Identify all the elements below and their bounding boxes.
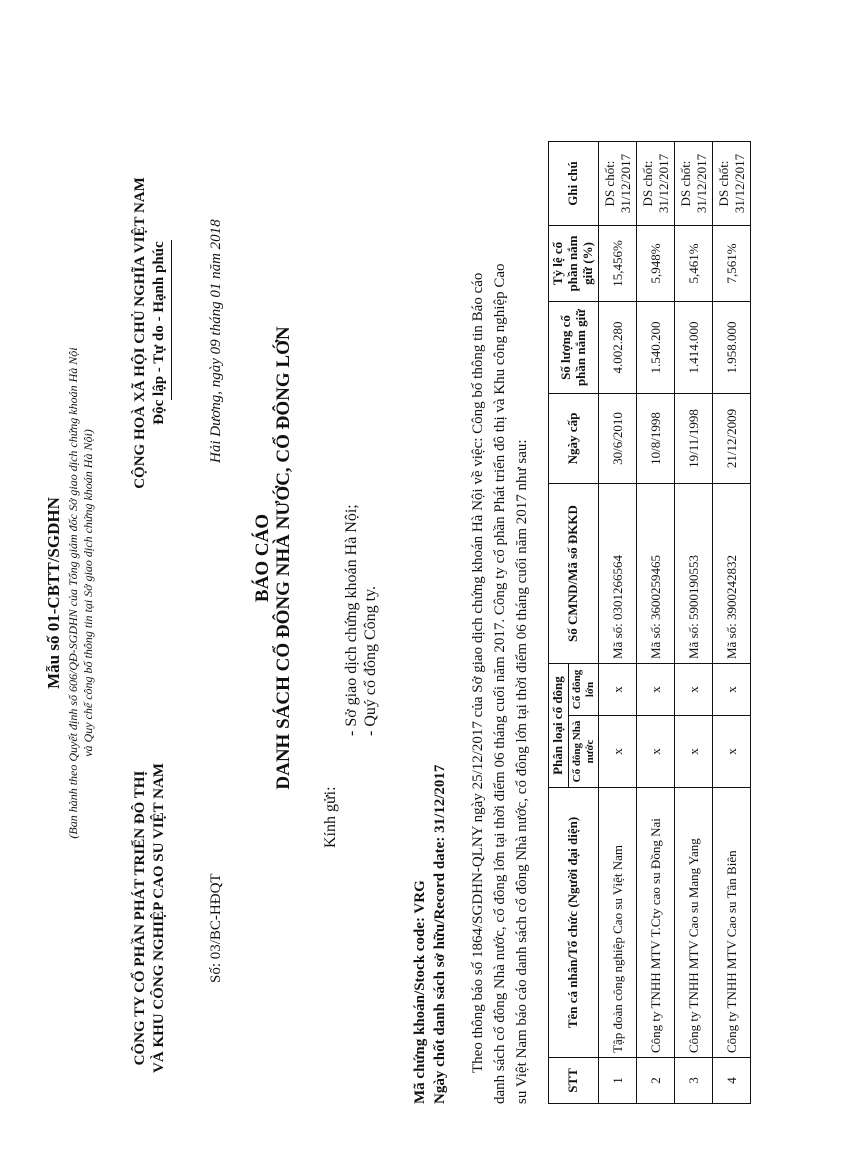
cell-note: DS chốt: 31/12/2017 [599, 142, 637, 226]
national-motto: Độc lập - Tự do - Hạnh phúc [151, 241, 167, 425]
cell-stt: 4 [713, 1058, 751, 1104]
cell-date: 19/11/1998 [675, 394, 713, 484]
cell-stt: 2 [637, 1058, 675, 1104]
cell-note: DS chốt: 31/12/2017 [675, 142, 713, 226]
cell-major-mark: x [675, 664, 713, 716]
cell-name: Công ty TNHH MTV T.Cty cao su Đồng Nai [637, 788, 675, 1058]
header-id: Số CMND/Mã số ĐKKD [549, 484, 599, 664]
form-title: Mẫu số 01-CBTT/SGDHN [44, 497, 63, 689]
cell-stt: 3 [675, 1058, 713, 1104]
cell-state-mark: x [675, 716, 713, 788]
shareholder-table [548, 141, 751, 1104]
company-name-line: VÀ KHU CÔNG NGHIỆP CAO SU VIỆT NAM [151, 763, 167, 1073]
stock-code: Mã chứng khoán/Stock code: VRG [412, 880, 428, 1104]
form-basis-line: và Quy chế công bố thông tin tại Sở giao dịch chứng khoán Hà Nội) [81, 429, 95, 757]
body-paragraph-line: Theo thông báo số 1864/SGDHN-QLNY ngày 25/12/2017 của Sở giao dịch chứng khoán Hà Nội về việc: Công bố thông tin Báo cáo [470, 272, 486, 1073]
cell-shares: 1.958.000 [713, 302, 751, 394]
cell-state-mark: x [713, 716, 751, 788]
cell-name: Tập đoàn công nghiệp Cao su Việt Nam [599, 788, 637, 1058]
cell-date: 30/6/2010 [599, 394, 637, 484]
cell-date: 10/8/1998 [637, 394, 675, 484]
cell-shares: 4.002.280 [599, 302, 637, 394]
cell-major-mark: x [713, 664, 751, 716]
header-state-shareholder: Cổ đông Nhà nước [568, 716, 598, 788]
header-note: Ghi chú [549, 142, 599, 226]
table-header-row [549, 142, 569, 1104]
cell-state-mark: x [599, 716, 637, 788]
cell-ratio: 5,948% [637, 226, 675, 302]
header-name: Tên cá nhân/Tổ chức (Người đại diện) [549, 788, 599, 1058]
body-paragraph-line: su Việt Nam báo cáo danh sách cổ đông Nhà nước, cổ đông lớn tại thời điểm 06 tháng cuối năm 2017 như sau: [514, 439, 530, 1104]
cell-note: DS chốt: 31/12/2017 [713, 142, 751, 226]
header-shareholder-type: Phân loại cổ đông [549, 664, 569, 788]
cell-state-mark: x [637, 716, 675, 788]
header-major-shareholder: Cổ đông lớn [568, 664, 598, 716]
cell-ratio: 7,561% [713, 226, 751, 302]
report-title: BÁO CÁO [252, 513, 273, 603]
cell-name: Công ty TNHH MTV Cao su Tân Biên [713, 788, 751, 1058]
record-date: Ngày chốt danh sách sở hữu/Record date: 31/12/2017 [432, 764, 448, 1104]
motto-underline [171, 240, 172, 400]
recipient-item: - Sở giao dịch chứng khoán Hà Nội; [343, 504, 360, 736]
header-shares: Số lượng cổ phần nắm giữ [549, 302, 599, 394]
table-row [675, 142, 713, 1104]
table-row [599, 142, 637, 1104]
document-number: Số: 03/BC-HĐQT [208, 873, 224, 983]
header-stt: STT [549, 1058, 599, 1104]
header-ratio: Tỷ lệ cổ phần nắm giữ (%) [549, 226, 599, 302]
place-date: Hải Dương, ngày 09 tháng 01 năm 2018 [208, 219, 224, 463]
table-row [713, 142, 751, 1104]
cell-ratio: 15,456% [599, 226, 637, 302]
body-paragraph-line: danh sách cổ đông Nhà nước, cổ đông lớn tại thời điểm 06 tháng cuối năm 2017. Công ty cổ phần Phát triển đô thị và Khu công nghiệp Cao [492, 263, 508, 1104]
header-date: Ngày cấp [549, 394, 599, 484]
form-basis-line: (Ban hành theo Quyết định số 606/QĐ-SGDHN của Tổng giám đốc Sở giao dịch chứng khoán Hà Nội [66, 347, 80, 839]
cell-major-mark: x [637, 664, 675, 716]
company-name-line: CÔNG TY CỔ PHẦN PHÁT TRIỂN ĐÔ THỊ [132, 770, 148, 1066]
cell-ratio: 5,461% [675, 226, 713, 302]
cell-date: 21/12/2009 [713, 394, 751, 484]
cell-id: Mã số: 5900190553 [675, 484, 713, 664]
cell-name: Công ty TNHH MTV Cao su Mang Yang [675, 788, 713, 1058]
cell-shares: 1.540.200 [637, 302, 675, 394]
cell-id: Mã số: 3600259465 [637, 484, 675, 664]
recipients-heading: Kính gửi: [322, 786, 339, 848]
report-subtitle: DANH SÁCH CỔ ĐÔNG NHÀ NƯỚC, CỔ ĐÔNG LỚN [273, 326, 294, 790]
cell-stt: 1 [599, 1058, 637, 1104]
cell-major-mark: x [599, 664, 637, 716]
cell-id: Mã số: 0301266564 [599, 484, 637, 664]
cell-shares: 1.414.000 [675, 302, 713, 394]
table-row [637, 142, 675, 1104]
national-title: CỘNG HOÀ XÃ HỘI CHỦ NGHĨA VIỆT NAM [132, 177, 148, 489]
cell-id: Mã số: 3900242832 [713, 484, 751, 664]
cell-note: DS chốt: 31/12/2017 [637, 142, 675, 226]
recipient-item: - Quý cổ đông Công ty. [362, 585, 379, 736]
